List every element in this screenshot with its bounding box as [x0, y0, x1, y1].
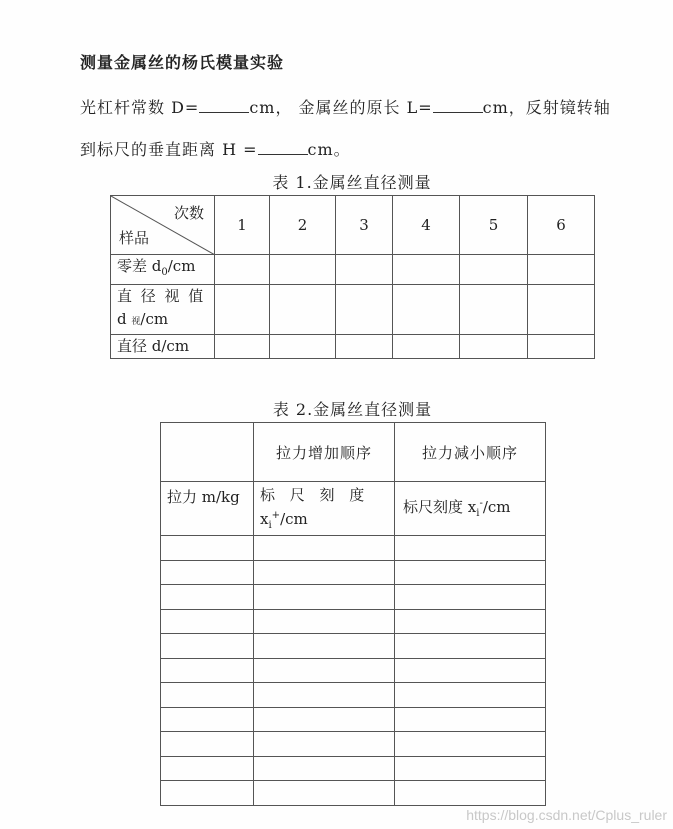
table-cell[interactable]: [270, 255, 336, 285]
watermark: https://blog.csdn.net/Cplus_ruler: [466, 807, 667, 823]
table-cell[interactable]: [161, 683, 254, 708]
table-cell[interactable]: [395, 707, 546, 732]
table-cell[interactable]: [336, 285, 393, 335]
table-cell[interactable]: [395, 560, 546, 585]
table-cell[interactable]: [215, 285, 270, 335]
table-cell[interactable]: [254, 585, 395, 610]
row-label-diameter: 直径 d/cm: [111, 335, 215, 359]
blank-H[interactable]: [258, 140, 308, 155]
corner-label-times: 次数: [173, 204, 204, 222]
table-cell[interactable]: [395, 732, 546, 757]
table1-caption: 表 1.金属丝直径测量: [272, 173, 432, 192]
table1-col-header: 6: [528, 196, 595, 255]
table-cell[interactable]: [393, 285, 460, 335]
table-cell[interactable]: [254, 756, 395, 781]
table1-header-row: [111, 196, 595, 255]
table-cell[interactable]: [460, 285, 528, 335]
table-cell[interactable]: [254, 536, 395, 561]
table-cell[interactable]: [161, 732, 254, 757]
table-row: [161, 732, 546, 757]
table-cell[interactable]: [395, 658, 546, 683]
table-row: [161, 560, 546, 585]
table-cell[interactable]: [528, 255, 595, 285]
table-cell[interactable]: [393, 335, 460, 359]
params-line-1: [80, 95, 611, 118]
table-cell[interactable]: [254, 609, 395, 634]
table-cell[interactable]: [254, 707, 395, 732]
table-cell[interactable]: [161, 781, 254, 806]
table-cell[interactable]: [395, 585, 546, 610]
table-cell[interactable]: [460, 255, 528, 285]
table1-col-header: 2: [270, 196, 336, 255]
label-mirror: cm，反射镜转轴: [482, 98, 611, 117]
table2-body: [161, 536, 546, 806]
table-cell[interactable]: [254, 560, 395, 585]
header-force-increasing: 拉力增加顺序: [254, 423, 395, 482]
table-cell[interactable]: [528, 285, 595, 335]
table-row: [111, 285, 595, 335]
header-scale-reading-plus: 标 尺 刻 度 $x_i^+/cm$: [254, 482, 395, 536]
table-cell[interactable]: [336, 255, 393, 285]
table-cell[interactable]: [161, 634, 254, 659]
params-line-2: [80, 137, 351, 160]
table-cell[interactable]: [395, 781, 546, 806]
table-cell[interactable]: [215, 335, 270, 359]
table-row: [161, 609, 546, 634]
table-row: [161, 707, 546, 732]
table-cell[interactable]: [254, 634, 395, 659]
table-cell[interactable]: [395, 536, 546, 561]
table-row: [161, 756, 546, 781]
document-title: 测量金属丝的杨氏模量实验: [80, 53, 285, 72]
table-row: [161, 634, 546, 659]
table-cell[interactable]: [254, 658, 395, 683]
table-cell[interactable]: [161, 560, 254, 585]
table-cell[interactable]: [161, 609, 254, 634]
table-row: [161, 536, 546, 561]
table-cell[interactable]: [336, 335, 393, 359]
table2-header-row-2: [161, 482, 546, 536]
table-row: [161, 585, 546, 610]
label-H: 到标尺的垂直距离 H =: [80, 140, 258, 159]
blank-L[interactable]: [433, 98, 483, 113]
table-row: [161, 781, 546, 806]
header-force-decreasing: 拉力减小顺序: [395, 423, 546, 482]
table-row: [161, 658, 546, 683]
table1-col-header: 5: [460, 196, 528, 255]
table-row: [111, 255, 595, 285]
table-cell[interactable]: [161, 585, 254, 610]
table1-col-header: 4: [393, 196, 460, 255]
corner-label-sample: 样品: [119, 229, 150, 247]
table2-caption: 表 2.金属丝直径测量: [272, 400, 433, 419]
blank-D[interactable]: [199, 98, 249, 113]
table2-empty-header: [161, 423, 254, 482]
table2-header-row-1: [161, 423, 546, 482]
table-cell[interactable]: [393, 255, 460, 285]
row-label-apparent-diameter: 直 径 视 值 d 视/cm: [111, 285, 215, 335]
row-label-zero-error: 零差 $d_0/cm$: [111, 255, 215, 285]
table-cell[interactable]: [254, 781, 395, 806]
table-row: [111, 335, 595, 359]
table-cell[interactable]: [161, 707, 254, 732]
table1: [110, 195, 595, 359]
table-cell[interactable]: [161, 536, 254, 561]
header-scale-reading-minus: 标尺刻度 $x_i^-/cm$: [395, 482, 546, 536]
table-cell[interactable]: [395, 609, 546, 634]
table-cell[interactable]: [161, 756, 254, 781]
table-cell[interactable]: [395, 756, 546, 781]
label-L: cm， 金属丝的原长 L=: [249, 98, 433, 117]
table1-col-header: 1: [215, 196, 270, 255]
table-cell[interactable]: [395, 634, 546, 659]
table-cell[interactable]: [254, 683, 395, 708]
table-cell[interactable]: [528, 335, 595, 359]
table-cell[interactable]: [215, 255, 270, 285]
table-cell[interactable]: [161, 658, 254, 683]
table-cell[interactable]: [460, 335, 528, 359]
header-force-mass: 拉力 m/kg: [161, 482, 254, 536]
table-cell[interactable]: [270, 335, 336, 359]
table1-corner-cell: [111, 196, 215, 255]
table-row: [161, 683, 546, 708]
label-H-unit: cm。: [307, 140, 351, 159]
table-cell[interactable]: [270, 285, 336, 335]
table-cell[interactable]: [254, 732, 395, 757]
label-D: 光杠杆常数 D=: [80, 98, 200, 117]
table1-col-header: 3: [336, 196, 393, 255]
table2: [160, 422, 546, 806]
table-cell[interactable]: [395, 683, 546, 708]
